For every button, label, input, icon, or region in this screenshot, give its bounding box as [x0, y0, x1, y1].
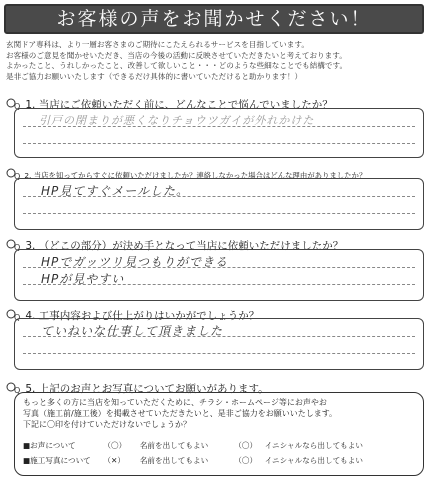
answer-1-text: 引戸の閉まりが悪くなりチョウツガイが外れかけた: [39, 114, 315, 127]
option-mark-initial[interactable]: （〇）: [234, 456, 258, 465]
question-person-icon: [6, 382, 20, 394]
answer-line: [23, 143, 415, 144]
svg-text:Q: Q: [14, 313, 20, 321]
answer-3-text-2: HPが見やすい: [41, 272, 125, 286]
answer-2-text: HP見てすぐメールした。: [41, 184, 190, 198]
answer-box-3: [14, 249, 424, 301]
intro-line: お客様のご意見を聞かせいただき、当店の今後の活動に反映させていただきたいと考えております。: [6, 50, 347, 60]
intro-line: よかったこと、うれしかったこと、改善して欲しいこと・・・どのような些細なことでも結構です。: [6, 61, 348, 70]
option-label: ■施工写真について: [23, 456, 91, 465]
question-4-label: 4. 工事内容および仕上がりはいかがでしょうか？: [25, 310, 260, 322]
question-1-label: 1. 当店にご依頼いただく前に、どんなことで悩んでいましたか？: [25, 99, 333, 111]
answer-box-4: [14, 318, 424, 370]
answer-line: [23, 213, 415, 214]
svg-text:Q: Q: [14, 386, 20, 394]
option-row-photo: [23, 455, 363, 466]
photo-permission-box: [14, 392, 424, 476]
option-mark-initial[interactable]: （〇）: [234, 441, 258, 450]
option-row-voice: [23, 440, 363, 451]
option-mark-name[interactable]: （✕）: [103, 456, 125, 465]
request-line: もっと多くの方に当店を知っていただくために、チラシ・ホームページ等にお声やお: [23, 398, 327, 407]
svg-text:Q: Q: [14, 243, 20, 251]
request-line: 下記に〇印を付けていただけないでしょうか？: [23, 420, 191, 429]
option-choice-name: 名前を出してもよい: [139, 456, 209, 465]
question-2-label: 2. 当店を知ってからすぐに依頼いただけましたか？連絡しなかった場合はどんな理由がありましたか？: [24, 171, 367, 180]
svg-text:Q: Q: [14, 172, 20, 180]
svg-text:Q: Q: [14, 102, 20, 110]
intro-text: [6, 40, 426, 82]
answer-4-text: ていねいな仕事して頂きました: [41, 324, 224, 338]
option-mark-name[interactable]: （〇）: [103, 441, 127, 450]
answer-line: [23, 353, 415, 354]
answer-box-2: [14, 178, 424, 230]
intro-line: 是非ご協力お願いいたします（できるだけ具体的に書いていただけると助かります！）: [6, 71, 303, 81]
option-choice-name: 名前を出してもよい: [139, 441, 209, 450]
page-title: お客様の声をお聞かせください！: [4, 4, 424, 34]
intro-line: 玄関ドア専科は、より一層お客さまのご期待にこたえられるサービスを目指しています。: [6, 40, 309, 49]
option-label: ■お声について: [23, 441, 76, 450]
answer-box-1: [14, 108, 424, 158]
option-choice-initial: イニシャルなら出してもよい: [264, 456, 363, 465]
answer-3-text-1: HPでガッツリ見つもりができる: [41, 255, 229, 269]
question-5-label: 5. 上記のお声とお写真についてお願いがあります。: [25, 383, 269, 395]
question-3-label: 3. （どこの部分）が決め手となって当店に依頼いただけましたか？: [25, 240, 344, 252]
option-choice-initial: イニシャルなら出してもよい: [264, 441, 363, 450]
request-line: 写真（施工前/施工後）を掲載させていただきたいと、是非ご協力をお願いいたします。: [23, 409, 338, 418]
